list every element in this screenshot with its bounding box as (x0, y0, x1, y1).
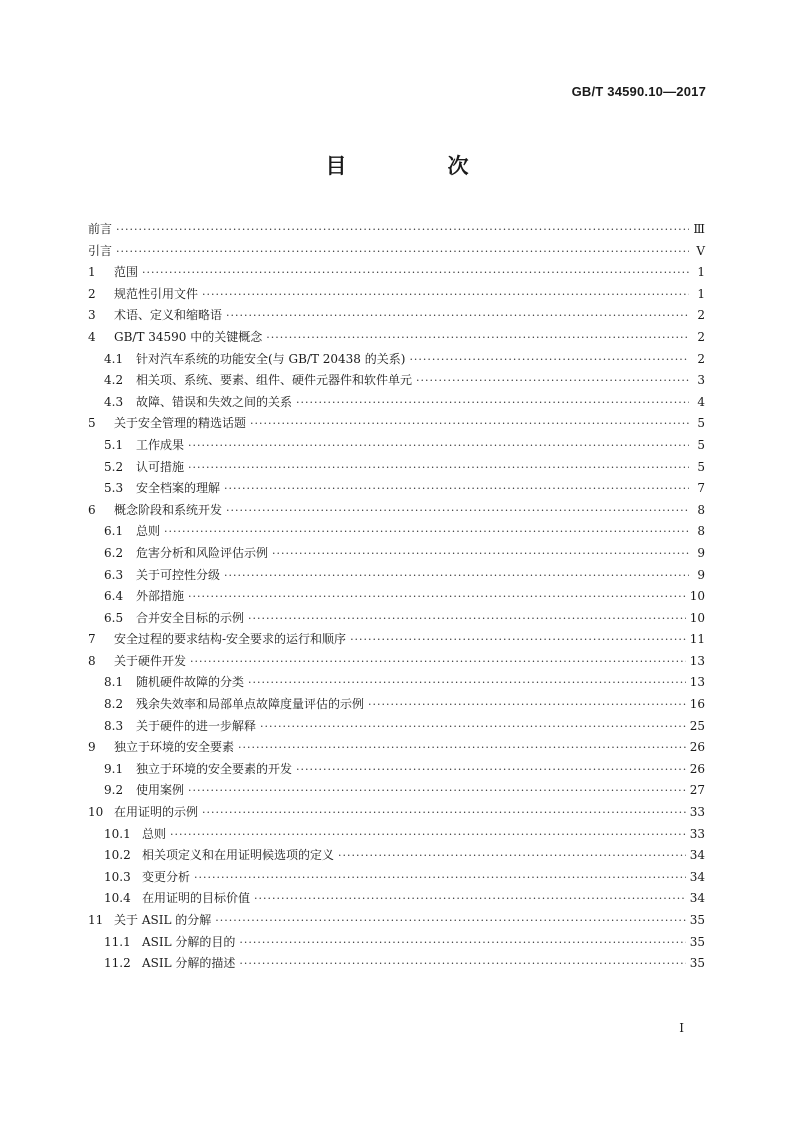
table-of-contents (88, 219, 705, 975)
toc-entry-page: 5 (697, 437, 705, 452)
toc-entry[interactable] (88, 327, 705, 349)
toc-entry-label: ASIL 分解的目的 (142, 934, 236, 949)
toc-dot-leader (254, 888, 686, 910)
toc-entry[interactable] (88, 370, 705, 392)
toc-entry-page: 16 (689, 697, 705, 712)
toc-entry-label: 关于可控性分级 (136, 567, 221, 582)
toc-entry-label: 规范性引用文件 (114, 286, 199, 301)
toc-entry-page: 34 (689, 848, 705, 863)
toc-entry-page: 10 (689, 610, 705, 625)
toc-entry[interactable] (88, 457, 705, 479)
toc-entry-page: 33 (689, 805, 705, 820)
toc-entry-number: 10 (88, 805, 104, 820)
toc-dot-leader (142, 262, 689, 284)
toc-entry[interactable] (88, 262, 705, 284)
toc-entry-page: 4 (697, 394, 705, 409)
toc-dot-leader (266, 327, 689, 349)
toc-entry[interactable] (88, 608, 705, 630)
toc-entry-number: 4.3 (104, 394, 124, 409)
toc-entry-label: 随机硬件故障的分类 (136, 675, 245, 690)
toc-entry-label: 工作成果 (136, 437, 185, 452)
toc-entry[interactable] (88, 802, 705, 824)
toc-entry-page: 1 (697, 286, 705, 301)
toc-entry-label: 残余失效率和局部单点故障度量评估的示例 (136, 697, 365, 712)
toc-entry-label: 独立于环境的安全要素 (114, 740, 235, 755)
toc-entry-number: 10.2 (104, 848, 131, 863)
toc-entry-number: 5 (88, 416, 96, 431)
toc-dot-leader (116, 241, 689, 263)
toc-entry-label: 相关项定义和在用证明候选项的定义 (142, 848, 335, 863)
toc-entry-label: 关于硬件的进一步解释 (136, 718, 257, 733)
toc-entry[interactable] (88, 435, 705, 457)
toc-entry-number: 4.2 (104, 373, 124, 388)
toc-entry-page: 11 (689, 632, 705, 647)
toc-entry-label: 关于 ASIL 的分解 (114, 913, 212, 927)
toc-dot-leader (170, 824, 686, 846)
toc-entry[interactable] (88, 478, 705, 500)
toc-entry-label: 变更分析 (142, 869, 191, 884)
toc-entry[interactable] (88, 241, 705, 263)
toc-entry-page: 34 (689, 891, 705, 906)
toc-entry[interactable] (88, 672, 705, 694)
toc-entry[interactable] (88, 629, 705, 651)
toc-entry[interactable] (88, 953, 705, 975)
toc-entry-number: 8 (88, 653, 96, 668)
toc-entry-number: 6.3 (104, 567, 124, 582)
toc-entry-label: 外部措施 (136, 589, 185, 604)
toc-entry[interactable] (88, 824, 705, 846)
toc-entry-page: 26 (689, 761, 705, 776)
toc-entry-number: 11.1 (104, 934, 131, 949)
toc-entry-number: 9 (88, 740, 96, 755)
toc-entry[interactable] (88, 716, 705, 738)
toc-entry-number: 4.1 (104, 351, 124, 366)
toc-entry-number: 6.2 (104, 545, 124, 560)
toc-entry-page: 27 (689, 783, 705, 798)
toc-entry-page: 35 (689, 934, 705, 949)
toc-entry-page: 2 (697, 351, 705, 366)
toc-entry-page: 3 (697, 373, 705, 388)
toc-entry-page: 25 (689, 718, 705, 733)
page-title: 目 次 (325, 154, 509, 178)
toc-entry-number: 8.2 (104, 697, 124, 712)
toc-entry-page: Ⅴ (696, 243, 705, 258)
toc-dot-leader (250, 413, 689, 435)
toc-entry[interactable] (88, 565, 705, 587)
toc-entry-page: 8 (697, 524, 705, 539)
toc-entry-page: 5 (697, 459, 705, 474)
toc-entry-number: 4 (88, 329, 96, 344)
toc-entry[interactable] (88, 284, 705, 306)
toc-entry[interactable] (88, 219, 705, 241)
toc-entry-label: 合并安全目标的示例 (136, 610, 245, 625)
toc-entry-page: 13 (689, 675, 705, 690)
toc-entry-number: 8.3 (104, 718, 124, 733)
toc-entry-label: GB/T 34590 中的关键概念 (114, 329, 263, 344)
toc-entry[interactable] (88, 910, 705, 932)
toc-dot-leader (239, 953, 685, 975)
toc-dot-leader (224, 565, 689, 587)
toc-dot-leader (215, 910, 685, 932)
toc-entry-number: 6.1 (104, 524, 124, 539)
toc-dot-leader (224, 478, 689, 500)
toc-entry-page: 35 (689, 913, 705, 927)
toc-dot-leader (202, 284, 689, 306)
toc-entry[interactable] (88, 932, 705, 954)
toc-entry-label: 使用案例 (136, 783, 185, 798)
toc-dot-leader (116, 219, 689, 241)
toc-entry-label: 概念阶段和系统开发 (114, 502, 223, 517)
toc-entry-number: 5.3 (104, 481, 124, 496)
toc-dot-leader (188, 457, 689, 479)
toc-entry-label: ASIL 分解的描述 (142, 956, 236, 971)
toc-entry[interactable] (88, 500, 705, 522)
toc-entry[interactable] (88, 586, 705, 608)
toc-entry[interactable] (88, 305, 705, 327)
toc-entry[interactable] (88, 413, 705, 435)
toc-entry-label: 安全过程的要求结构-安全要求的运行和顺序 (114, 632, 347, 647)
toc-entry-label: 危害分析和风险评估示例 (136, 545, 269, 560)
toc-entry-number: 6 (88, 502, 96, 517)
toc-entry[interactable] (88, 888, 705, 910)
toc-entry-page: 1 (697, 265, 705, 280)
toc-entry-number: 10.1 (104, 826, 131, 841)
toc-entry-page: 5 (697, 416, 705, 431)
toc-entry-label: 范围 (114, 265, 139, 280)
toc-entry[interactable] (88, 521, 705, 543)
toc-entry-label: 总则 (136, 524, 161, 539)
toc-entry-label: 认可措施 (136, 459, 185, 474)
toc-entry-page: 7 (697, 481, 705, 496)
toc-entry[interactable] (88, 694, 705, 716)
toc-entry-label: 故障、错误和失效之间的关系 (136, 394, 293, 409)
toc-entry-number: 2 (88, 286, 96, 301)
toc-dot-leader (248, 672, 686, 694)
toc-entry-label: 术语、定义和缩略语 (114, 308, 223, 323)
toc-entry-page: 2 (697, 329, 705, 344)
toc-dot-leader (164, 521, 689, 543)
toc-dot-leader (239, 932, 685, 954)
toc-entry-number: 6.5 (104, 610, 124, 625)
toc-entry[interactable] (88, 867, 705, 889)
toc-entry-number: 1 (88, 265, 96, 280)
toc-entry-number: 10.3 (104, 869, 131, 884)
toc-entry-page: 10 (689, 589, 705, 604)
toc-entry-label: 在用证明的目标价值 (142, 891, 251, 906)
toc-entry-label: 在用证明的示例 (114, 805, 199, 820)
toc-dot-leader (248, 608, 686, 630)
toc-entry-page: 34 (689, 869, 705, 884)
toc-entry[interactable] (88, 349, 705, 371)
toc-entry-page: 8 (697, 502, 705, 517)
toc-dot-leader (368, 694, 686, 716)
toc-entry-number: 8.1 (104, 675, 124, 690)
toc-dot-leader (416, 370, 689, 392)
toc-dot-leader (190, 651, 686, 673)
toc-dot-leader (272, 543, 689, 565)
toc-entry-page: Ⅲ (693, 222, 705, 236)
standard-code: GB/T 34590.10—2017 (571, 84, 706, 99)
toc-dot-leader (296, 392, 689, 414)
toc-dot-leader (238, 737, 686, 759)
toc-entry-page: 35 (689, 956, 705, 971)
toc-entry-number: 6.4 (104, 589, 124, 604)
toc-entry-number: 9.1 (104, 761, 124, 776)
toc-entry-number: 11.2 (104, 956, 131, 971)
toc-dot-leader (226, 500, 689, 522)
toc-entry-label: 独立于环境的安全要素的开发 (136, 761, 293, 776)
toc-entry-label: 引言 (88, 243, 113, 258)
toc-entry-page: 33 (689, 826, 705, 841)
toc-entry[interactable] (88, 651, 705, 673)
toc-entry-number: 5.2 (104, 459, 124, 474)
toc-dot-leader (260, 716, 686, 738)
toc-dot-leader (188, 586, 686, 608)
toc-entry[interactable] (88, 780, 705, 802)
toc-entry[interactable] (88, 737, 705, 759)
page-number: I (679, 1021, 684, 1035)
toc-dot-leader (296, 759, 686, 781)
toc-entry-number: 9.2 (104, 783, 124, 798)
toc-dot-leader (188, 780, 686, 802)
toc-dot-leader (350, 629, 686, 651)
toc-entry-page: 13 (689, 653, 705, 668)
toc-entry-label: 前言 (88, 222, 113, 236)
toc-entry[interactable] (88, 759, 705, 781)
toc-dot-leader (338, 845, 686, 867)
toc-dot-leader (202, 802, 686, 824)
toc-entry[interactable] (88, 845, 705, 867)
toc-entry-label: 关于安全管理的精选话题 (114, 416, 247, 431)
toc-entry-page: 26 (689, 740, 705, 755)
toc-dot-leader (409, 349, 689, 371)
toc-entry-page: 9 (697, 545, 705, 560)
toc-dot-leader (226, 305, 689, 327)
toc-entry-number: 5.1 (104, 437, 124, 452)
toc-entry[interactable] (88, 543, 705, 565)
toc-entry-page: 9 (697, 567, 705, 582)
toc-entry-page: 2 (697, 308, 705, 323)
toc-entry-number: 10.4 (104, 891, 131, 906)
toc-entry-label: 关于硬件开发 (114, 653, 187, 668)
toc-entry-label: 针对汽车系统的功能安全(与 GB/T 20438 的关系) (136, 351, 406, 366)
toc-entry[interactable] (88, 392, 705, 414)
toc-entry-label: 安全档案的理解 (136, 481, 221, 496)
toc-entry-number: 7 (88, 632, 96, 647)
toc-entry-number: 3 (88, 308, 96, 323)
toc-entry-label: 总则 (142, 826, 167, 841)
toc-entry-number: 11 (88, 913, 104, 927)
toc-entry-label: 相关项、系统、要素、组件、硬件元器件和软件单元 (136, 373, 413, 388)
toc-dot-leader (188, 435, 689, 457)
toc-dot-leader (194, 867, 686, 889)
